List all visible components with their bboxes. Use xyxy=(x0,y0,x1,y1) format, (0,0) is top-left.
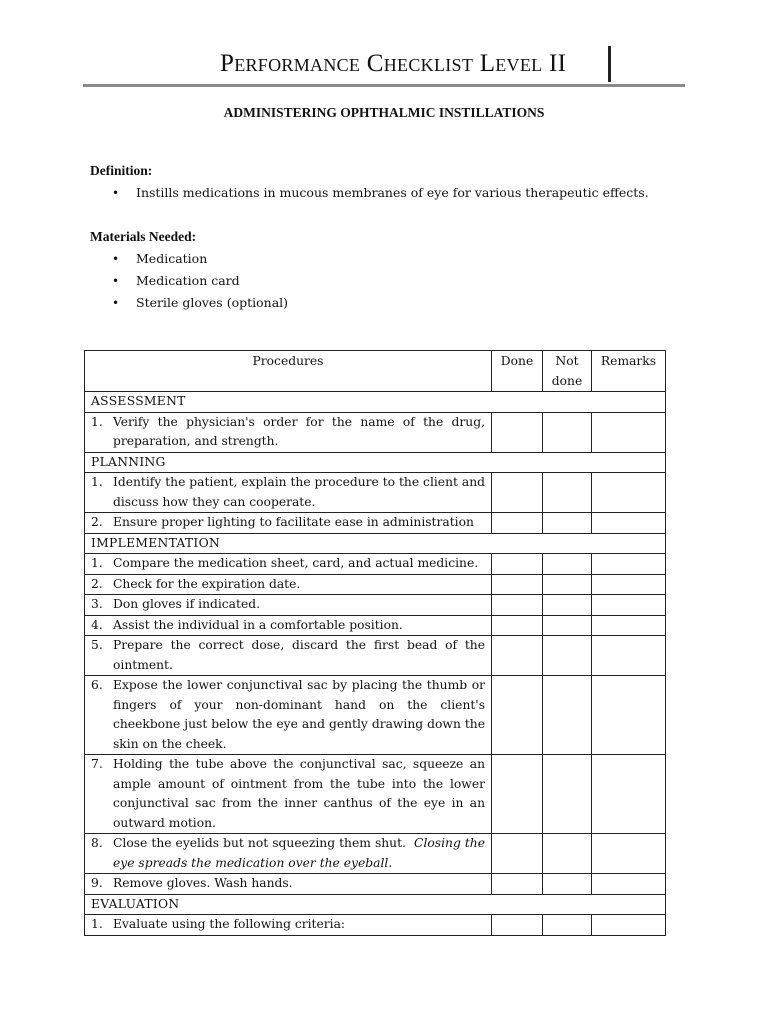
procedure-cell xyxy=(85,874,492,895)
step-number: 1. xyxy=(91,475,103,489)
done-cell[interactable] xyxy=(492,636,543,676)
header-remarks: Remarks xyxy=(592,351,666,392)
remarks-cell[interactable] xyxy=(592,615,666,636)
material-item: • Medication xyxy=(90,248,288,270)
remarks-cell[interactable] xyxy=(592,554,666,575)
procedure-cell xyxy=(85,574,492,595)
section-row-assessment xyxy=(85,392,666,413)
step-number: 7. xyxy=(91,757,103,771)
not-done-cell[interactable] xyxy=(543,595,592,616)
definition-heading: Definition: xyxy=(90,163,153,178)
done-cell[interactable] xyxy=(492,874,543,895)
not-done-cell[interactable] xyxy=(543,473,592,513)
not-done-cell[interactable] xyxy=(543,755,592,834)
step-text: Expose the lower conjunctival sac by placing the thumb or fingers of your non-dominant hand on the client's cheekbone just below the eye and gently drawing down the skin on the cheek. xyxy=(113,678,485,751)
table-row xyxy=(85,874,666,895)
not-done-cell[interactable] xyxy=(543,915,592,936)
done-cell[interactable] xyxy=(492,412,543,452)
header-rule xyxy=(83,84,685,87)
not-done-cell[interactable] xyxy=(543,636,592,676)
material-item: • Medication card xyxy=(90,270,288,292)
step-text: Identify the patient, explain the procedure to the client and discuss how they can cooperate. xyxy=(113,475,485,509)
step-text: Verify the physician's order for the name of the drug, preparation, and strength. xyxy=(113,414,485,448)
procedure-cell xyxy=(85,755,492,834)
document-title: ADMINISTERING OPHTHALMIC INSTILLATIONS xyxy=(223,105,545,120)
not-done-cell[interactable] xyxy=(543,874,592,895)
not-done-cell[interactable] xyxy=(543,554,592,575)
step-text: Don gloves if indicated. xyxy=(113,597,261,611)
remarks-cell[interactable] xyxy=(592,874,666,895)
table-row xyxy=(85,574,666,595)
procedure-checklist-table xyxy=(84,350,666,936)
section-row-evaluation xyxy=(85,894,666,915)
remarks-cell[interactable] xyxy=(592,574,666,595)
table-row xyxy=(85,595,666,616)
step-number: 1. xyxy=(91,556,103,570)
not-done-cell[interactable] xyxy=(543,676,592,755)
header-vertical-bar xyxy=(608,46,611,82)
step-number: 5. xyxy=(91,638,103,652)
section-row-planning xyxy=(85,452,666,473)
procedure-cell xyxy=(85,513,492,534)
section-title: PLANNING xyxy=(85,452,666,473)
step-text: Remove gloves. Wash hands. xyxy=(113,876,293,890)
remarks-cell[interactable] xyxy=(592,412,666,452)
not-done-cell[interactable] xyxy=(543,574,592,595)
remarks-cell[interactable] xyxy=(592,915,666,936)
table-row xyxy=(85,755,666,834)
procedure-cell xyxy=(85,473,492,513)
header-not-done: Not done xyxy=(543,351,592,392)
header-done: Done xyxy=(492,351,543,392)
definition-list xyxy=(90,182,649,204)
procedure-cell xyxy=(85,636,492,676)
step-text-block xyxy=(113,834,485,873)
remarks-cell[interactable] xyxy=(592,755,666,834)
done-cell[interactable] xyxy=(492,574,543,595)
table-row xyxy=(85,834,666,874)
step-number: 2. xyxy=(91,576,103,591)
remarks-cell[interactable] xyxy=(592,473,666,513)
done-cell[interactable] xyxy=(492,755,543,834)
page-header-title: Performance Checklist Level II xyxy=(220,50,567,77)
step-text: Evaluate using the following criteria: xyxy=(113,917,346,931)
not-done-cell[interactable] xyxy=(543,834,592,874)
material-item: • Sterile gloves (optional) xyxy=(90,292,288,314)
done-cell[interactable] xyxy=(492,473,543,513)
table-row xyxy=(85,676,666,755)
step-number: 1. xyxy=(91,414,103,429)
not-done-cell[interactable] xyxy=(543,615,592,636)
step-text: Holding the tube above the conjunctival sac, squeeze an ample amount of ointment from the tube into the lower conjunctival sac from the inner canthus of the eye in an outward motion. xyxy=(113,757,485,830)
section-title: ASSESSMENT xyxy=(85,392,666,413)
table-row xyxy=(85,513,666,534)
remarks-cell[interactable] xyxy=(592,676,666,755)
done-cell[interactable] xyxy=(492,615,543,636)
table-row xyxy=(85,473,666,513)
definition-item: • Instills medications in mucous membranes of eye for various therapeutic effects. xyxy=(90,182,649,204)
remarks-cell[interactable] xyxy=(592,513,666,534)
done-cell[interactable] xyxy=(492,915,543,936)
step-text: Assist the individual in a comfortable position. xyxy=(113,617,403,632)
step-number: 8. xyxy=(91,836,103,850)
step-number: 9. xyxy=(91,876,103,890)
procedure-cell xyxy=(85,915,492,936)
step-note: Closing the eye spreads the medication over the eyeball. xyxy=(113,836,485,870)
remarks-cell[interactable] xyxy=(592,834,666,874)
section-row-implementation xyxy=(85,533,666,554)
done-cell[interactable] xyxy=(492,595,543,616)
step-text: Ensure proper lighting to facilitate ease in administration xyxy=(113,515,474,529)
section-title: EVALUATION xyxy=(85,894,666,915)
table-row xyxy=(85,412,666,452)
remarks-cell[interactable] xyxy=(592,636,666,676)
table-row xyxy=(85,915,666,936)
header-procedures: Procedures xyxy=(85,351,492,392)
not-done-cell[interactable] xyxy=(543,412,592,452)
done-cell[interactable] xyxy=(492,513,543,534)
procedure-cell xyxy=(85,554,492,575)
step-text: Check for the expiration date. xyxy=(113,576,301,591)
procedure-cell xyxy=(85,412,492,452)
table-header-row xyxy=(85,351,666,392)
materials-heading: Materials Needed: xyxy=(90,229,197,244)
step-text: Compare the medication sheet, card, and actual medicine. xyxy=(113,556,479,570)
procedure-cell xyxy=(85,615,492,636)
procedure-cell xyxy=(85,595,492,616)
step-number: 1. xyxy=(91,917,103,931)
materials-list xyxy=(90,248,288,314)
table-row xyxy=(85,636,666,676)
step-number: 3. xyxy=(91,597,103,611)
not-done-cell[interactable] xyxy=(543,513,592,534)
remarks-cell[interactable] xyxy=(592,595,666,616)
done-cell[interactable] xyxy=(492,834,543,874)
done-cell[interactable] xyxy=(492,676,543,755)
step-number: 6. xyxy=(91,678,103,692)
step-text: Prepare the correct dose, discard the first bead of the ointment. xyxy=(113,638,485,672)
step-text: Close the eyelids but not squeezing them shut. xyxy=(113,836,406,850)
procedure-cell xyxy=(85,676,492,755)
table-row xyxy=(85,615,666,636)
step-number: 2. xyxy=(91,515,103,529)
step-number: 4. xyxy=(91,617,103,632)
done-cell[interactable] xyxy=(492,554,543,575)
procedure-cell xyxy=(85,834,492,874)
section-title: IMPLEMENTATION xyxy=(85,533,666,554)
table-row xyxy=(85,554,666,575)
